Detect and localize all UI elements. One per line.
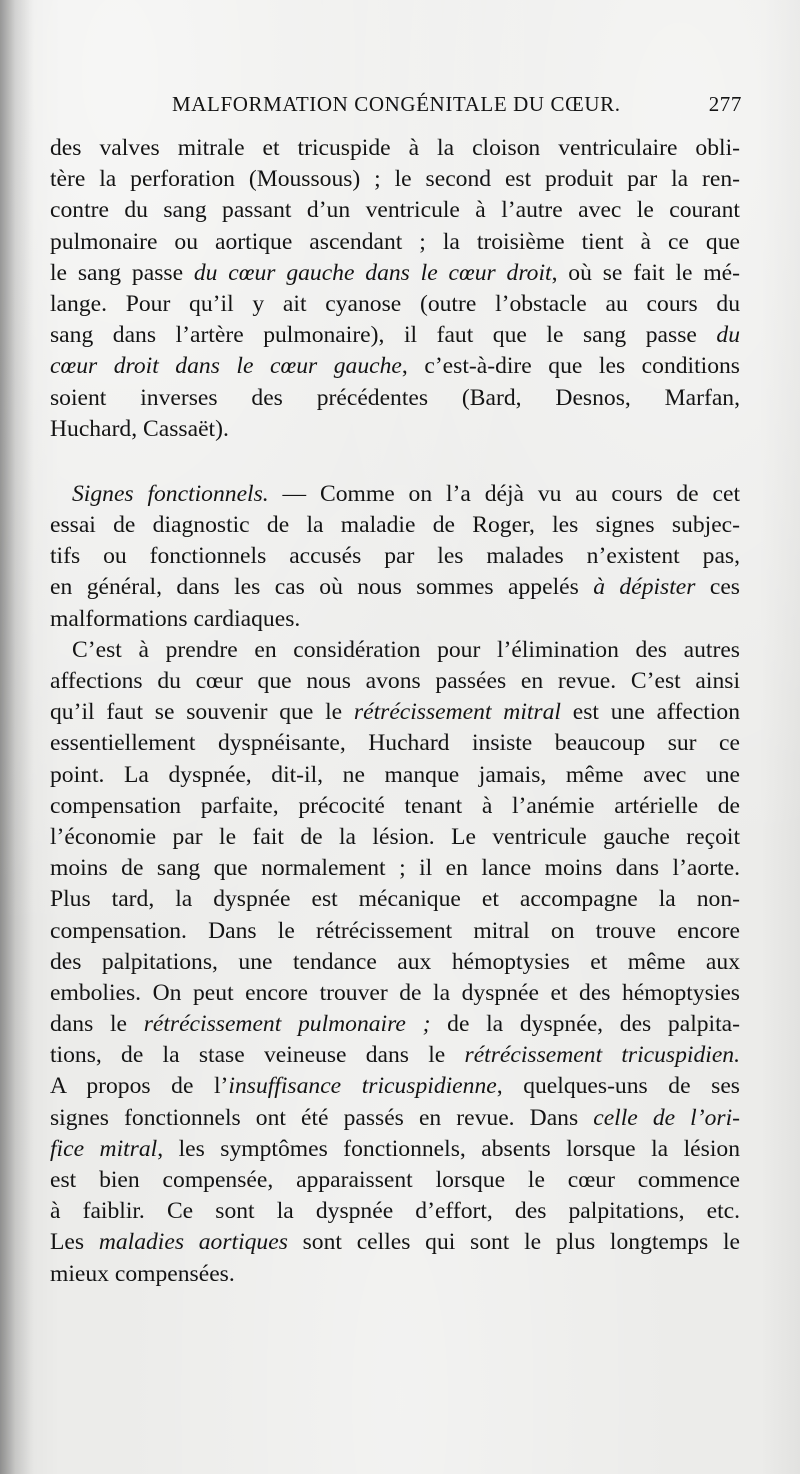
text-line bbox=[50, 1103, 740, 1134]
text-line bbox=[50, 884, 740, 915]
text-line bbox=[50, 1196, 740, 1227]
italic-run: rétrécissement mitral bbox=[353, 699, 561, 726]
text-line bbox=[50, 572, 740, 603]
text-run: pulmonaire ou aortique ascendant ; la troisième tient à ce que bbox=[50, 228, 740, 255]
text-run: moins de sang que normalement ; il en lance moins dans l’aorte. bbox=[50, 855, 740, 882]
text-run: qu’il faut se souvenir que le bbox=[50, 699, 354, 726]
text-run: , où se fait le mé- bbox=[551, 259, 740, 286]
text-line bbox=[50, 320, 740, 351]
text-run: est bien compensée, apparaissent lorsque le cœur commence bbox=[50, 1167, 740, 1193]
text-run: essai de diagnostic de la maladie de Roger, les signes subjec- bbox=[50, 512, 740, 539]
italic-run: rétrécissement tricuspidien. bbox=[464, 1042, 740, 1069]
text-line bbox=[50, 258, 740, 289]
text-run: l’économie par le fait de la lésion. Le ventricule gauche reçoit bbox=[50, 823, 740, 850]
text-line bbox=[50, 289, 740, 320]
text-run: en général, dans les cas où nous sommes appelés bbox=[50, 574, 594, 601]
text-run: dans le bbox=[50, 1011, 144, 1038]
text-run: soient inverses des précédentes (Bard, Desnos, Marfan, bbox=[50, 384, 740, 411]
text-line bbox=[50, 383, 740, 414]
italic-run: celle de l’ori- bbox=[593, 1104, 740, 1131]
text-run: lange. Pour qu’il y ait cyanose (outre l’obstacle au cours du bbox=[50, 290, 740, 317]
body-text bbox=[50, 133, 740, 1290]
text-line bbox=[50, 1165, 740, 1196]
text-line bbox=[50, 822, 740, 853]
text-run: , les symptômes fonctionnels, absents lorsque la lésion bbox=[157, 1135, 740, 1162]
running-title: MALFORMATION CONGÉNITALE DU CŒUR. bbox=[172, 92, 621, 116]
text-run: Huchard, Cassaët). bbox=[50, 415, 229, 442]
text-line bbox=[50, 541, 740, 572]
italic-run: à dépister bbox=[593, 574, 696, 601]
text-line bbox=[50, 227, 740, 258]
text-line bbox=[50, 414, 740, 445]
text-line bbox=[50, 635, 740, 666]
text-run: compensation. Dans le rétrécissement mitral on trouve encore bbox=[50, 917, 740, 944]
text-run: embolies. On peut encore trouver de la dyspnée et des hémoptysies bbox=[50, 979, 740, 1006]
text-run: malformations cardiaques. bbox=[50, 605, 301, 632]
text-line bbox=[50, 195, 740, 226]
text-line bbox=[50, 133, 740, 164]
text-line bbox=[50, 978, 740, 1009]
text-run: ces bbox=[695, 574, 740, 601]
text-run: tions, de la stase veineuse dans le bbox=[50, 1042, 465, 1069]
text-line bbox=[50, 666, 740, 697]
italic-run: maladies aortiques bbox=[98, 1229, 288, 1256]
text-run: mieux compensées. bbox=[50, 1260, 235, 1287]
text-line bbox=[50, 1134, 740, 1165]
binding-shadow bbox=[0, 0, 34, 1474]
text-run: C’est à prendre en considération pour l’élimination des autres bbox=[72, 636, 740, 663]
text-run: , quelques-uns de ses bbox=[496, 1073, 740, 1100]
text-line bbox=[50, 697, 740, 728]
text-run: des palpitations, une tendance aux hémoptysies et même aux bbox=[50, 948, 740, 975]
page-header bbox=[172, 92, 742, 122]
italic-run: cœur droit dans le cœur gauche bbox=[50, 353, 402, 380]
text-run: Plus tard, la dyspnée est mécanique et accompagne la non- bbox=[50, 886, 740, 913]
text-run: le sang passe bbox=[50, 259, 194, 286]
text-line bbox=[50, 351, 740, 382]
text-run: contre du sang passant d’un ventricule à l’autre avec le courant bbox=[50, 197, 740, 224]
text-line bbox=[50, 164, 740, 195]
text-run: tifs ou fonctionnels accusés par les malades n’existent pas, bbox=[50, 543, 740, 570]
paragraph bbox=[50, 133, 740, 445]
text-run: compensation parfaite, précocité tenant à l’anémie artérielle de bbox=[50, 792, 740, 819]
paragraph-gap bbox=[50, 445, 740, 479]
italic-run: fice mitral bbox=[50, 1135, 158, 1162]
text-run: tère la perforation (Moussous) ; le second est produit par la ren- bbox=[50, 166, 740, 193]
text-run: A propos de l’ bbox=[50, 1073, 229, 1100]
text-line bbox=[50, 510, 740, 541]
text-line bbox=[50, 853, 740, 884]
text-line bbox=[50, 1040, 740, 1071]
text-line bbox=[50, 1259, 740, 1290]
italic-run: du cœur gauche dans le cœur droit bbox=[193, 259, 552, 286]
text-run: , c’est-à-dire que les conditions bbox=[401, 353, 740, 380]
page-number: 277 bbox=[708, 92, 742, 116]
text-run: est une affection bbox=[560, 699, 741, 726]
text-line bbox=[50, 604, 740, 635]
italic-run: Signes fonctionnels. bbox=[72, 480, 269, 507]
text-run: — Comme on l’a déjà vu au cours de cet bbox=[268, 480, 741, 507]
paragraph bbox=[50, 479, 740, 635]
text-line bbox=[50, 1009, 740, 1040]
text-line bbox=[50, 916, 740, 947]
text-run: de la dyspnée, des palpita- bbox=[430, 1011, 740, 1038]
text-run: essentiellement dyspnéisante, Huchard insiste beaucoup sur ce bbox=[50, 730, 740, 757]
text-run: Les bbox=[50, 1229, 99, 1256]
text-run: affections du cœur que nous avons passées en revue. C’est ainsi bbox=[50, 668, 740, 694]
text-run: des valves mitrale et tricuspide à la cloison ventriculaire obli- bbox=[50, 135, 740, 161]
paragraph bbox=[50, 635, 740, 1290]
text-run: point. La dyspnée, dit-il, ne manque jamais, même avec une bbox=[50, 761, 740, 788]
text-line bbox=[50, 479, 740, 510]
text-line bbox=[50, 728, 740, 759]
text-line bbox=[50, 791, 740, 822]
text-run: signes fonctionnels ont été passés en revue. Dans bbox=[50, 1104, 594, 1131]
text-run: sang dans l’artère pulmonaire), il faut que le sang passe bbox=[50, 322, 717, 349]
italic-run: du bbox=[716, 322, 740, 349]
text-line bbox=[50, 947, 740, 978]
text-line bbox=[50, 760, 740, 791]
italic-run: insuffisance tricuspidienne bbox=[228, 1073, 497, 1100]
italic-run: rétrécissement pulmonaire ; bbox=[143, 1011, 431, 1038]
text-run: sont celles qui sont le plus longtemps le bbox=[287, 1229, 740, 1256]
text-line bbox=[50, 1227, 740, 1258]
text-run: à faiblir. Ce sont la dyspnée d’effort, des palpitations, etc. bbox=[50, 1198, 740, 1225]
text-line bbox=[50, 1071, 740, 1102]
